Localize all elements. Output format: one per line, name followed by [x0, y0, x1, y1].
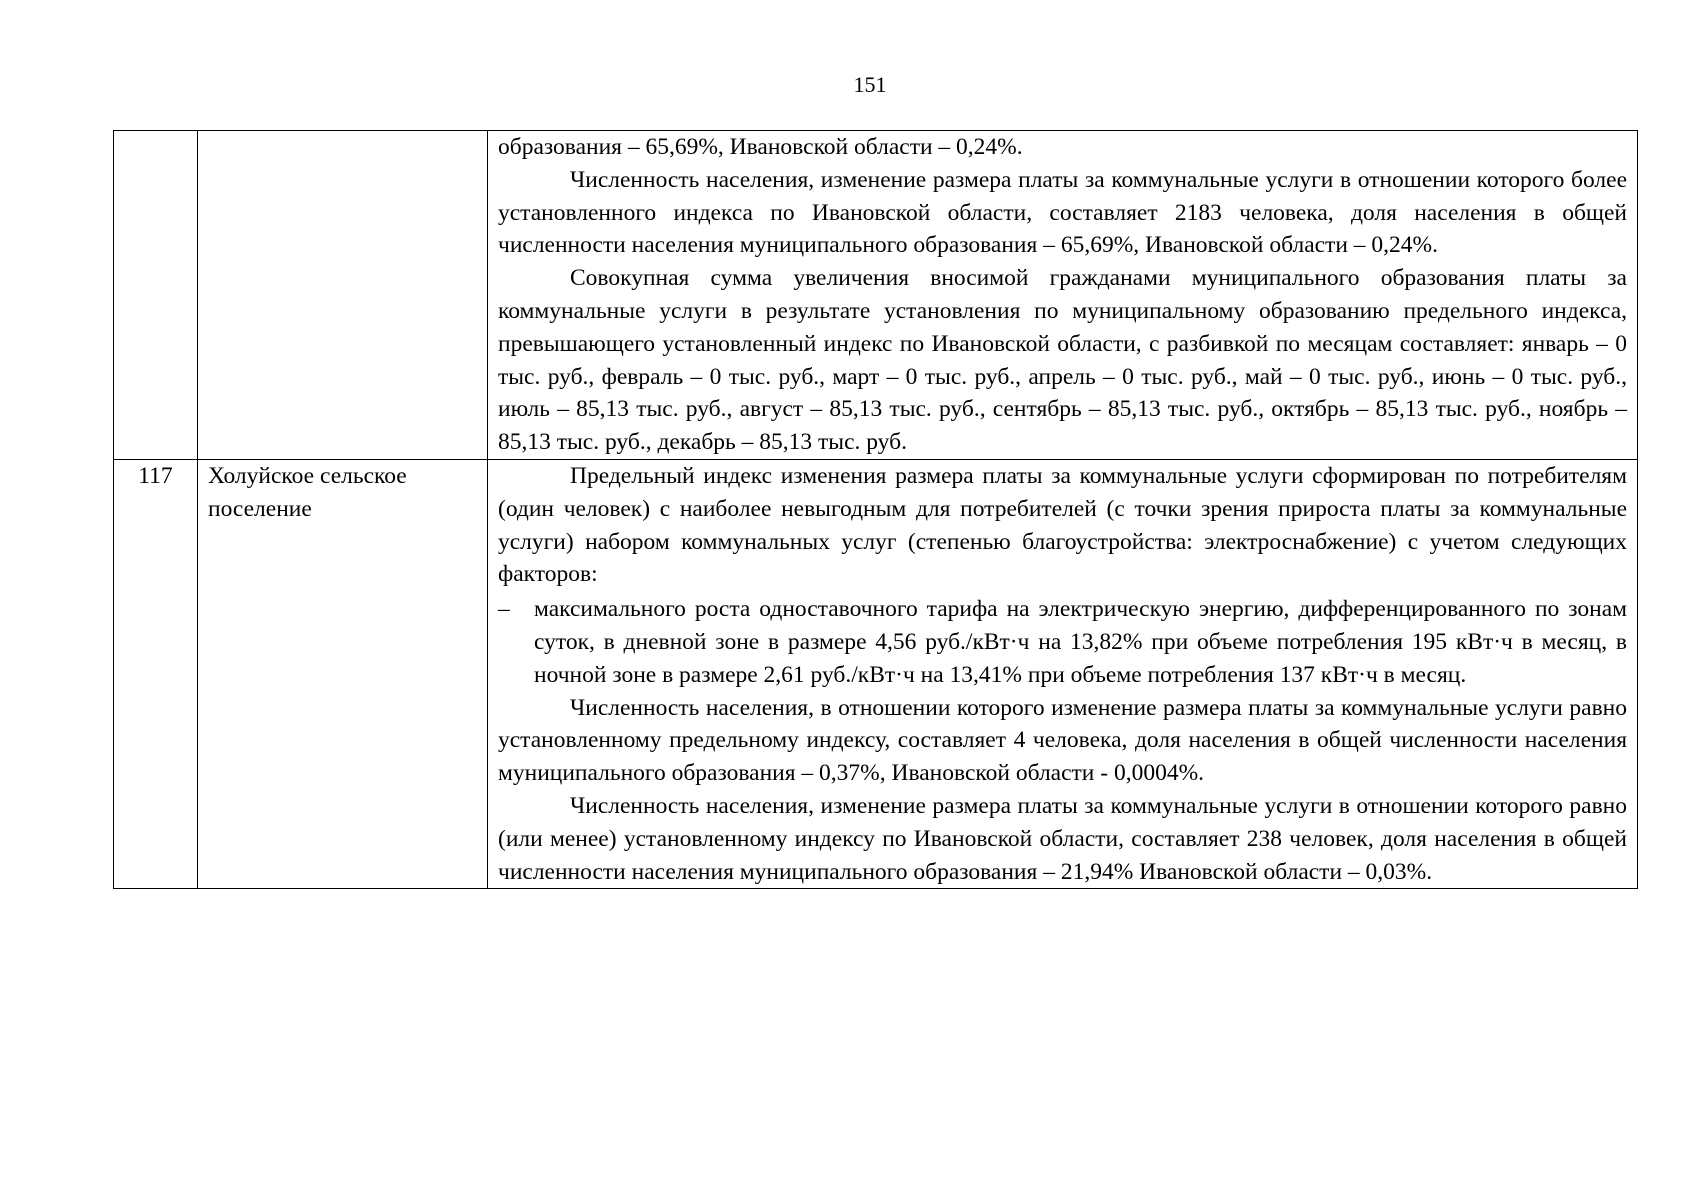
bullet-dash: –: [498, 596, 510, 623]
page-number: 151: [853, 72, 887, 97]
table-row: [114, 131, 1638, 460]
paragraph: Численность населения, изменение размера платы за коммунальные услуги в отношении которого более установленного индекса по Ивановской области, составляет 2183 человека, доля населения в общей численности населения муниципального образования – 65,69%, Ивановской области – 0,24%.: [498, 166, 1627, 259]
bullet-item: [498, 593, 1627, 691]
municipal-index-table: [113, 130, 1638, 889]
paragraph: Совокупная сумма увеличения вносимой гражданами муниципального образования платы за коммунальные услуги в результате установления по муниципальному образованию предельного индекса, превышающего установленный индекс по Ивановской области, с разбивкой по месяцам составляет: январь – 0 тыс. руб., февраль – 0 тыс. руб., март – 0 тыс. руб., апрель – 0 тыс. руб., май – 0 тыс. руб., июнь – 0 тыс. руб., июль – 85,13 тыс. руб., август – 85,13 тыс. руб., сентябрь – 85,13 тыс. руб., октябрь – 85,13 тыс. руб., ноябрь – 85,13 тыс. руб., декабрь – 85,13 тыс. руб.: [498, 265, 1627, 456]
paragraph: образования – 65,69%, Ивановской области – 0,24%.: [498, 134, 1023, 160]
row-number-cell: [114, 131, 198, 460]
description-cell: [488, 459, 1638, 888]
table-row: [114, 459, 1638, 888]
row-number-cell: 117: [114, 459, 198, 888]
paragraph: Численность населения, изменение размера платы за коммунальные услуги в отношении которого равно (или менее) установленному индексу по Ивановской области, составляет 238 человек, доля населения в общей численности населения муниципального образования – 21,94% Ивановской области – 0,03%.: [498, 792, 1627, 885]
paragraph: Численность населения, в отношении которого изменение размера платы за коммунальные услуги равно установленному предельному индексу, составляет 4 человека, доля населения в общей численности населения муниципального образования – 0,37%, Ивановской области - 0,0004%.: [498, 694, 1627, 787]
description-cell: [488, 131, 1638, 460]
paragraph: Предельный индекс изменения размера платы за коммунальные услуги сформирован по потребителям (один человек) с наиболее невыгодным для потребителей (с точки зрения прироста платы за коммунальные услуги) набором коммунальных услуг (степенью благоустройства: электроснабжение) с учетом следующих факторов:: [498, 462, 1627, 588]
municipality-name-cell: [198, 131, 488, 460]
bullet-text: максимального роста одноставочного тарифа на электрическую энергию, дифференцированного по зонам суток, в дневной зоне в размере 4,56 руб./кВт·ч на 13,82% при объеме потребления 195 кВт·ч в месяц, в ночной зоне в размере 2,61 руб./кВт·ч на 13,41% при объеме потребления 137 кВт·ч в месяц.: [534, 596, 1627, 688]
municipality-name-cell: Холуйское сельское поселение: [198, 459, 488, 888]
